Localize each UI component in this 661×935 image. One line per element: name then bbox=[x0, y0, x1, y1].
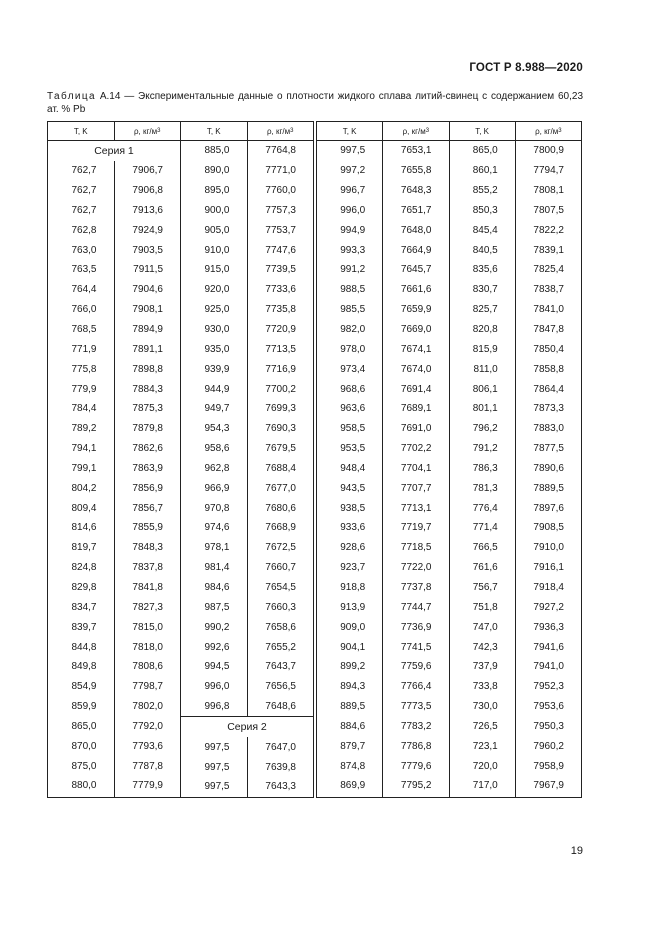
table-cell: 900,0 bbox=[204, 204, 230, 216]
pair-2 bbox=[180, 141, 313, 797]
table-cell: 996,7 bbox=[340, 185, 366, 197]
table-cell: 933,6 bbox=[340, 522, 366, 534]
table-cell: 840,5 bbox=[472, 244, 498, 256]
table-cell: 7941,0 bbox=[533, 661, 564, 673]
table-cell: 860,1 bbox=[472, 165, 498, 177]
table-cell: 930,0 bbox=[204, 324, 230, 336]
table-cell: 981,4 bbox=[204, 562, 230, 574]
table-cell: 747,0 bbox=[472, 621, 498, 633]
table-cell: 7967,9 bbox=[533, 780, 564, 792]
table-cell: 781,3 bbox=[472, 482, 498, 494]
table-cell: 7936,3 bbox=[533, 621, 564, 633]
table-cell: 775,8 bbox=[71, 363, 97, 375]
table-cell: 992,6 bbox=[204, 641, 230, 653]
table-cell: 970,8 bbox=[204, 502, 230, 514]
table-cell: 751,8 bbox=[472, 601, 498, 613]
table-cell: 766,5 bbox=[472, 542, 498, 554]
pair-4 bbox=[449, 141, 582, 797]
table-cell: 7679,5 bbox=[265, 443, 296, 455]
table-cell: 7760,0 bbox=[265, 185, 296, 197]
caption-lead: Таблица bbox=[47, 91, 97, 102]
table-cell: 7654,5 bbox=[265, 581, 296, 593]
table-cell: 7953,6 bbox=[533, 701, 564, 713]
table-cell: 988,5 bbox=[340, 284, 366, 296]
table-cell: 880,0 bbox=[71, 780, 97, 792]
table-cell: 958,5 bbox=[340, 423, 366, 435]
table-cell: 815,9 bbox=[472, 343, 498, 355]
table-cell: 994,9 bbox=[340, 224, 366, 236]
table-cell: 7898,8 bbox=[132, 363, 163, 375]
table-cell: 789,2 bbox=[71, 423, 97, 435]
table-cell: 7716,9 bbox=[265, 363, 296, 375]
table-cell: 7815,0 bbox=[132, 621, 163, 633]
table-cell: 982,0 bbox=[340, 324, 366, 336]
table-cell: 7733,6 bbox=[265, 284, 296, 296]
header-rho: ρ, кг/м 3 bbox=[383, 122, 449, 140]
table-cell: 920,0 bbox=[204, 284, 230, 296]
page-number: 19 bbox=[570, 845, 583, 857]
table-cell: 962,8 bbox=[204, 462, 230, 474]
table-cell: 7747,6 bbox=[265, 244, 296, 256]
table-cell: 7808,6 bbox=[132, 661, 163, 673]
column-temperature bbox=[317, 141, 382, 797]
table-cell: 791,2 bbox=[472, 443, 498, 455]
table-cell: 7737,8 bbox=[400, 581, 432, 593]
table-cell: 949,7 bbox=[204, 403, 230, 415]
table-cell: 819,7 bbox=[71, 542, 97, 554]
table-cell: 894,3 bbox=[340, 681, 366, 693]
table-cell: 996,8 bbox=[204, 701, 230, 713]
header-t: T, K bbox=[48, 122, 115, 140]
table-cell: 954,3 bbox=[204, 423, 230, 435]
table-cell: 7690,3 bbox=[265, 423, 296, 435]
table-cell: 994,5 bbox=[204, 661, 230, 673]
header-t: T, K bbox=[181, 122, 248, 140]
table-cell: 726,5 bbox=[472, 720, 498, 732]
table-cell: 742,3 bbox=[472, 641, 498, 653]
table-cell: 939,9 bbox=[204, 363, 230, 375]
pair-1 bbox=[48, 141, 180, 797]
table-cell: 7653,1 bbox=[400, 145, 432, 157]
table-cell: 7660,7 bbox=[265, 562, 296, 574]
table-cell: 768,5 bbox=[71, 324, 97, 336]
table-cell: 7664,9 bbox=[400, 244, 432, 256]
table-cell: 7941,6 bbox=[533, 641, 564, 653]
series-label: Серия 2 bbox=[181, 716, 313, 737]
table-cell: 928,6 bbox=[340, 542, 366, 554]
table-cell: 966,9 bbox=[204, 482, 230, 494]
table-cell: 7702,2 bbox=[400, 443, 432, 455]
table-cell: 7841,0 bbox=[533, 304, 564, 316]
table-cell: 875,0 bbox=[71, 760, 97, 772]
table-cell: 7677,0 bbox=[265, 482, 296, 494]
table-cell: 984,6 bbox=[204, 581, 230, 593]
header-rho: ρ, кг/м 3 bbox=[535, 126, 562, 136]
table-cell: 968,6 bbox=[340, 383, 366, 395]
table-cell: 829,8 bbox=[71, 581, 97, 593]
table-cell: 7779,6 bbox=[400, 760, 432, 772]
column-density bbox=[382, 141, 448, 797]
table-cell: 7639,8 bbox=[265, 761, 296, 773]
table-cell: 993,3 bbox=[340, 244, 366, 256]
table-cell: 7643,7 bbox=[265, 661, 296, 673]
table-cell: 855,2 bbox=[472, 185, 498, 197]
table-cell: 7855,9 bbox=[132, 522, 163, 534]
table-caption bbox=[47, 91, 583, 116]
table-cell: 7952,3 bbox=[533, 681, 564, 693]
table-cell: 7889,5 bbox=[533, 482, 564, 494]
table-cell: 7691,0 bbox=[400, 423, 432, 435]
table-cell: 915,0 bbox=[204, 264, 230, 276]
table-cell: 997,5 bbox=[204, 761, 230, 773]
table-cell: 7735,8 bbox=[265, 304, 296, 316]
table-cell: 799,1 bbox=[71, 462, 97, 474]
table-block-right bbox=[316, 121, 582, 798]
table-cell: 879,7 bbox=[340, 740, 366, 752]
table-cell: 730,0 bbox=[472, 701, 498, 713]
table-cell: 7668,9 bbox=[265, 522, 296, 534]
table-cell: 7783,2 bbox=[400, 720, 432, 732]
table-cell: 801,1 bbox=[472, 403, 498, 415]
table-cell: 7837,8 bbox=[132, 562, 163, 574]
table-cell: 997,2 bbox=[340, 165, 366, 177]
table-cell: 978,0 bbox=[340, 343, 366, 355]
table-cell: 7771,0 bbox=[265, 165, 296, 177]
table-cell: 7647,0 bbox=[265, 741, 296, 753]
table-cell: 7903,5 bbox=[132, 244, 163, 256]
table-cell: 910,0 bbox=[204, 244, 230, 256]
table-cell: 7818,0 bbox=[132, 641, 163, 653]
table-cell: 7873,3 bbox=[533, 403, 564, 415]
table-cell: 814,6 bbox=[71, 522, 97, 534]
table-cell: 7879,8 bbox=[132, 423, 163, 435]
table-cell: 830,7 bbox=[472, 284, 498, 296]
table-cell: 7904,6 bbox=[132, 284, 163, 296]
table-cell: 7793,6 bbox=[132, 740, 163, 752]
table-cell: 7795,2 bbox=[400, 780, 432, 792]
table-cell: 7958,9 bbox=[533, 760, 564, 772]
table-cell: 763,5 bbox=[71, 264, 97, 276]
table-cell: 7688,4 bbox=[265, 462, 296, 474]
table-cell: 7838,7 bbox=[533, 284, 564, 296]
table-cell: 913,9 bbox=[340, 601, 366, 613]
series-label: Серия 1 bbox=[94, 144, 134, 157]
table-cell: 786,3 bbox=[472, 462, 498, 474]
table-cell: 958,6 bbox=[204, 443, 230, 455]
table-cell: 844,8 bbox=[71, 641, 97, 653]
table-cell: 771,4 bbox=[472, 522, 498, 534]
table-cell: 7718,5 bbox=[400, 542, 432, 554]
table-cell: 7875,3 bbox=[132, 403, 163, 415]
table-cell: 909,0 bbox=[340, 621, 366, 633]
table-cell: 7766,4 bbox=[400, 681, 432, 693]
table-cell: 7655,2 bbox=[265, 641, 296, 653]
caption-text: А.14 — Экспериментальные данные о плотности жидкого сплава литий-свинец с содержанием 60,23 ат. % Pb bbox=[47, 91, 583, 115]
table-cell: 7648,3 bbox=[400, 185, 432, 197]
table-cell: 7960,2 bbox=[533, 740, 564, 752]
table-cell: 7674,1 bbox=[400, 343, 432, 355]
table-cell: 885,0 bbox=[204, 145, 230, 157]
table-cell: 899,2 bbox=[340, 661, 366, 673]
table-cell: 948,4 bbox=[340, 462, 366, 474]
table-cell: 7741,5 bbox=[400, 641, 432, 653]
table-cell: 7660,3 bbox=[265, 601, 296, 613]
table-cell: 7827,3 bbox=[132, 601, 163, 613]
header-t: T, K bbox=[450, 122, 516, 140]
table-cell: 779,9 bbox=[71, 383, 97, 395]
table-cell: 720,0 bbox=[472, 760, 498, 772]
table-cell: 859,9 bbox=[71, 701, 97, 713]
table-cell: 849,8 bbox=[71, 661, 97, 673]
table-header-right bbox=[317, 122, 581, 141]
table-cell: 7807,5 bbox=[533, 204, 564, 216]
table-cell: 7910,0 bbox=[533, 542, 564, 554]
standard-number: ГОСТ Р 8.988—2020 bbox=[469, 62, 583, 74]
table-cell: 761,6 bbox=[472, 562, 498, 574]
table-cell: 845,4 bbox=[472, 224, 498, 236]
table-cell: 762,7 bbox=[71, 165, 97, 177]
table-cell: 766,0 bbox=[71, 304, 97, 316]
table-cell: 7906,8 bbox=[132, 185, 163, 197]
table-cell: 889,5 bbox=[340, 701, 366, 713]
table-cell: 865,0 bbox=[71, 720, 97, 732]
data-table bbox=[47, 121, 582, 798]
header-rho: ρ, кг/м 3 bbox=[115, 122, 182, 140]
table-cell: 7858,8 bbox=[533, 363, 564, 375]
table-cell: 884,6 bbox=[340, 720, 366, 732]
table-cell: 7792,0 bbox=[132, 720, 163, 732]
table-cell: 7802,0 bbox=[132, 701, 163, 713]
table-cell: 990,2 bbox=[204, 621, 230, 633]
table-cell: 762,8 bbox=[71, 224, 97, 236]
table-cell: 764,4 bbox=[71, 284, 97, 296]
table-cell: 943,5 bbox=[340, 482, 366, 494]
table-cell: 7707,7 bbox=[400, 482, 432, 494]
table-cell: 7918,4 bbox=[533, 581, 564, 593]
table-cell: 7779,9 bbox=[132, 780, 163, 792]
table-cell: 723,1 bbox=[472, 740, 498, 752]
table-cell: 7839,1 bbox=[533, 244, 564, 256]
table-cell: 7722,0 bbox=[400, 562, 432, 574]
table-cell: 737,9 bbox=[472, 661, 498, 673]
table-cell: 7643,3 bbox=[265, 781, 296, 793]
table-cell: 865,0 bbox=[472, 145, 498, 157]
table-cell: 7759,6 bbox=[400, 661, 432, 673]
table-cell: 7906,7 bbox=[132, 165, 163, 177]
table-cell: 796,2 bbox=[472, 423, 498, 435]
header-t: T, K bbox=[317, 122, 383, 140]
table-cell: 7911,5 bbox=[133, 264, 163, 276]
table-cell: 7691,4 bbox=[400, 383, 432, 395]
table-cell: 996,0 bbox=[204, 681, 230, 693]
table-cell: 7825,4 bbox=[533, 264, 564, 276]
table-cell: 7736,9 bbox=[400, 621, 432, 633]
table-cell: 771,9 bbox=[71, 343, 97, 355]
table-cell: 824,8 bbox=[71, 562, 97, 574]
table-cell: 918,8 bbox=[340, 581, 366, 593]
table-cell: 997,5 bbox=[340, 145, 366, 157]
table-cell: 987,5 bbox=[204, 601, 230, 613]
table-cell: 7658,6 bbox=[265, 621, 296, 633]
table-cell: 794,1 bbox=[71, 443, 97, 455]
table-cell: 7877,5 bbox=[533, 443, 564, 455]
table-cell: 7655,8 bbox=[400, 165, 432, 177]
table-cell: 7713,5 bbox=[265, 343, 296, 355]
table-cell: 7794,7 bbox=[533, 165, 564, 177]
table-cell: 7927,2 bbox=[533, 601, 564, 613]
table-cell: 806,1 bbox=[472, 383, 498, 395]
table-cell: 7913,6 bbox=[132, 204, 163, 216]
table-cell: 7680,6 bbox=[265, 502, 296, 514]
table-cell: 756,7 bbox=[472, 581, 498, 593]
table-cell: 762,7 bbox=[71, 204, 97, 216]
table-cell: 7719,7 bbox=[400, 522, 432, 534]
table-cell: 963,6 bbox=[340, 403, 366, 415]
table-cell: 854,9 bbox=[71, 681, 97, 693]
table-cell: 991,2 bbox=[340, 264, 366, 276]
table-cell: 985,5 bbox=[340, 304, 366, 316]
pair-3 bbox=[317, 141, 449, 797]
table-cell: 7764,8 bbox=[265, 145, 296, 157]
table-cell: 890,0 bbox=[204, 165, 230, 177]
table-cell: 7699,3 bbox=[265, 403, 296, 415]
table-cell: 7800,9 bbox=[533, 145, 564, 157]
table-cell: 997,5 bbox=[204, 741, 230, 753]
table-cell: 839,7 bbox=[71, 621, 97, 633]
table-cell: 7700,2 bbox=[265, 383, 296, 395]
table-cell: 7841,8 bbox=[132, 581, 163, 593]
table-cell: 7656,5 bbox=[265, 681, 296, 693]
table-cell: 996,0 bbox=[340, 204, 366, 216]
table-cell: 7648,0 bbox=[400, 224, 432, 236]
table-cell: 850,3 bbox=[472, 204, 498, 216]
table-cell: 7884,3 bbox=[132, 383, 163, 395]
table-cell: 935,0 bbox=[204, 343, 230, 355]
table-cell: 7863,9 bbox=[132, 462, 163, 474]
table-cell: 7786,8 bbox=[400, 740, 432, 752]
column-temperature bbox=[450, 141, 515, 797]
table-cell: 7798,7 bbox=[132, 681, 163, 693]
table-cell: 7847,8 bbox=[533, 324, 564, 336]
table-cell: 7856,9 bbox=[132, 482, 163, 494]
table-cell: 834,7 bbox=[71, 601, 97, 613]
table-cell: 7856,7 bbox=[132, 502, 163, 514]
table-cell: 7648,6 bbox=[265, 701, 296, 713]
header-rho: ρ, кг/м 3 bbox=[267, 126, 294, 136]
table-cell: 7808,1 bbox=[533, 185, 564, 197]
table-cell: 811,0 bbox=[473, 363, 498, 375]
table-cell: 7757,3 bbox=[265, 204, 296, 216]
column-density bbox=[247, 141, 314, 716]
table-cell: 944,9 bbox=[204, 383, 230, 395]
column-temperature bbox=[181, 737, 247, 797]
table-cell: 7674,0 bbox=[400, 363, 432, 375]
table-cell: 763,0 bbox=[71, 244, 97, 256]
table-cell: 820,8 bbox=[472, 324, 498, 336]
column-temperature bbox=[48, 161, 114, 797]
table-cell: 7897,6 bbox=[533, 502, 564, 514]
table-cell: 7744,7 bbox=[400, 601, 432, 613]
table-cell: 7908,5 bbox=[533, 522, 564, 534]
table-cell: 7950,3 bbox=[533, 720, 564, 732]
table-cell: 7894,9 bbox=[132, 324, 163, 336]
table-cell: 7908,1 bbox=[132, 304, 163, 316]
table-cell: 7787,8 bbox=[132, 760, 163, 772]
table-cell: 7850,4 bbox=[533, 343, 564, 355]
table-cell: 7883,0 bbox=[533, 423, 564, 435]
table-cell: 7890,6 bbox=[533, 462, 564, 474]
column-density bbox=[114, 161, 181, 797]
table-cell: 997,5 bbox=[204, 781, 230, 793]
table-cell: 7862,6 bbox=[132, 443, 163, 455]
table-cell: 717,0 bbox=[472, 780, 498, 792]
table-cell: 870,0 bbox=[71, 740, 97, 752]
table-header-left bbox=[48, 122, 313, 141]
table-cell: 7669,0 bbox=[400, 324, 432, 336]
table-cell: 973,4 bbox=[340, 363, 366, 375]
column-density bbox=[247, 737, 314, 797]
table-cell: 7645,7 bbox=[400, 264, 432, 276]
table-cell: 7689,1 bbox=[400, 403, 432, 415]
table-cell: 938,5 bbox=[340, 502, 366, 514]
table-cell: 7713,1 bbox=[400, 502, 432, 514]
table-cell: 904,1 bbox=[340, 641, 366, 653]
table-cell: 895,0 bbox=[204, 185, 230, 197]
table-cell: 7704,1 bbox=[400, 462, 432, 474]
table-cell: 7916,1 bbox=[533, 562, 564, 574]
table-cell: 762,7 bbox=[71, 185, 97, 197]
table-cell: 974,6 bbox=[204, 522, 230, 534]
table-cell: 7773,5 bbox=[400, 701, 432, 713]
table-block-left bbox=[47, 121, 314, 798]
table-cell: 7848,3 bbox=[132, 542, 163, 554]
table-cell: 978,1 bbox=[204, 542, 230, 554]
table-cell: 776,4 bbox=[472, 502, 498, 514]
column-density bbox=[515, 141, 581, 797]
table-cell: 804,2 bbox=[71, 482, 97, 494]
table-cell: 905,0 bbox=[204, 224, 230, 236]
table-cell: 809,4 bbox=[71, 502, 97, 514]
table-cell: 7651,7 bbox=[400, 204, 432, 216]
table-cell: 7891,1 bbox=[132, 343, 163, 355]
table-cell: 874,8 bbox=[340, 760, 366, 772]
table-cell: 784,4 bbox=[71, 403, 97, 415]
table-cell: 7753,7 bbox=[265, 224, 296, 236]
table-cell: 7924,9 bbox=[132, 224, 163, 236]
table-cell: 7822,2 bbox=[533, 224, 564, 236]
table-cell: 7720,9 bbox=[265, 324, 296, 336]
table-cell: 835,6 bbox=[472, 264, 498, 276]
table-cell: 923,7 bbox=[340, 562, 366, 574]
column-temperature bbox=[181, 141, 247, 716]
table-cell: 953,5 bbox=[340, 443, 366, 455]
table-cell: 925,0 bbox=[204, 304, 230, 316]
table-cell: 825,7 bbox=[472, 304, 498, 316]
table-cell: 7864,4 bbox=[533, 383, 564, 395]
table-cell: 733,8 bbox=[472, 681, 498, 693]
table-cell: 7661,6 bbox=[400, 284, 432, 296]
table-cell: 7739,5 bbox=[265, 264, 296, 276]
table-cell: 7672,5 bbox=[265, 542, 296, 554]
table-cell: 869,9 bbox=[340, 780, 366, 792]
table-cell: 7659,9 bbox=[400, 304, 432, 316]
